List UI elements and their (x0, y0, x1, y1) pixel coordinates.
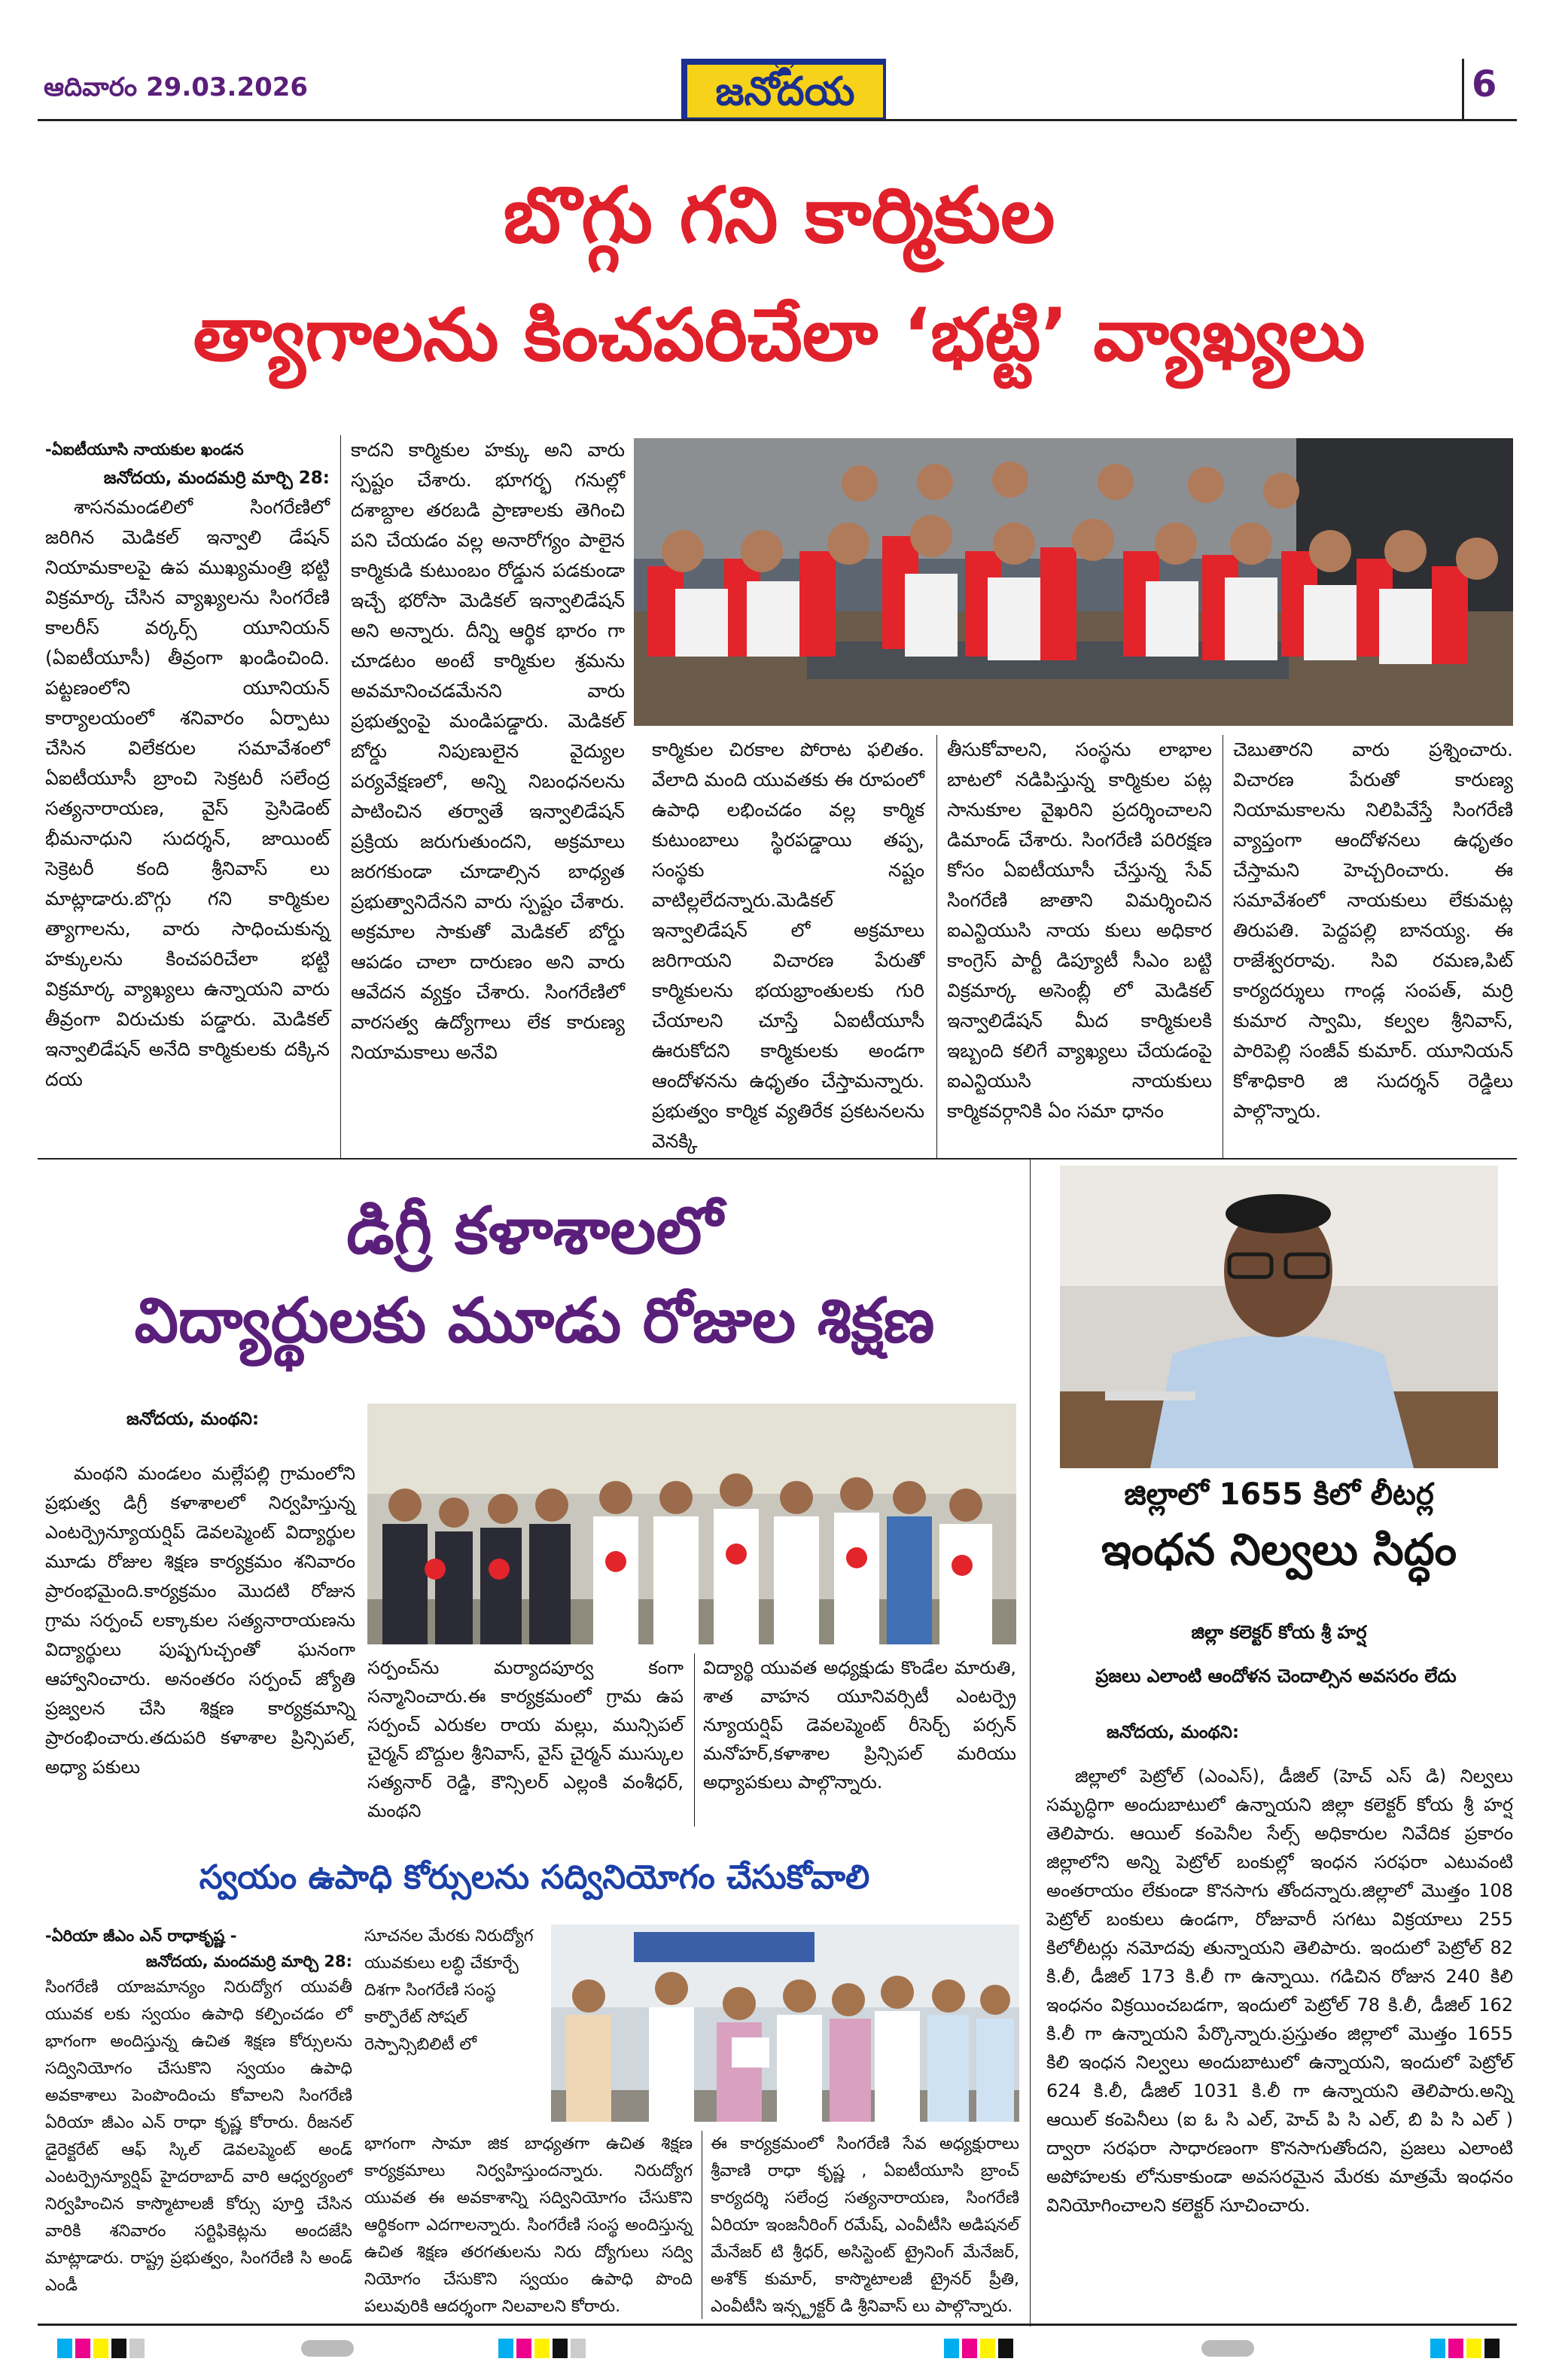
article4-dateline: జనోదయ, మందమర్రి మార్చి 28: (145, 1952, 352, 1970)
article1-headline-line1: బొగ్గు గని కార్మికుల (503, 171, 1055, 261)
article3-headline: ఇంధన నిల్వలు సిద్ధం (1101, 1524, 1457, 1575)
footer-rule (38, 2324, 1517, 2326)
article4-column-3 (711, 2131, 1019, 2321)
article1-col3-text: కార్మికుల చిరకాల పోరాట ఫలితం. వేలాది మంది యువతకు ఈ రూపంలో ఉపాధి లభించడం వల్ల కార్మిక కుటుంబాలు స్థిరపడ్డాయి తప్ప, సంస్థకు నష్టం వాటిల్లలేదన్నారు.మెడికల్ ఇన్వాలిడేషన్ లో అక్రమాలు జరిగాయని విచారణ పేరుతో కార్మికులను భయభ్రాంతులకు గురి చేయాలని చూస్తే ఏఐటీయూసీ ఊరుకోదని కార్మికులకు అండగా ఆందోళనను ఉధృతం చేస్తామన్నారు. ప్రభుత్వం కార్మిక వ్యతిరేక ప్రకటనలను వెనక్కి (652, 739, 924, 1152)
article1-column-2 (351, 435, 625, 1068)
article1-col-divider-3 (936, 735, 937, 1158)
masthead-title: జనోదయ (715, 69, 855, 114)
article2-dateline: జనోదయ, మంథని: (126, 1409, 260, 1429)
header-date: ఆదివారం 29.03.2026 (44, 72, 309, 102)
masthead-logo (681, 59, 886, 120)
article2-headline-line2: విద్యార్థులకు మూడు రోజుల శిక్షణ (134, 1285, 935, 1357)
article1-col-divider-1 (340, 435, 341, 1158)
article3-sub2: ప్రజలు ఎలాంటి ఆందోళన చెందాల్సిన అవసరం లేదు (1095, 1665, 1457, 1687)
article1-column-5 (1233, 735, 1513, 1126)
article2-col-divider (694, 1653, 695, 1827)
article4-col3-text: ఈ కార్యక్రమంలో సింగరేణి సేవ అధ్యక్షురాలు శ్రీవాణి రాధా కృష్ణ , ఏఐటీయూసి బ్రాంచ్ కార్యదర్శి సలేంద్ర సత్యనారాయణ, సింగరేణి ఏరియా ఇంజనీరింగ్ రమేష్, ఎంవీటీసి అడిషనల్ మేనేజర్ టి శ్రీధర్, అసిస్టెంట్ ట్రైనింగ్ మేనేజర్, అశోక్ కుమార్, కాస్మొటాలజీ ట్రైనర్ ప్రీతి, ఎంవీటీసి ఇన్స్ట్రక్టర్ డి శ్రీనివాస్ లు పాల్గొన్నారు. (711, 2135, 1019, 2316)
page-number: 6 (1472, 63, 1497, 105)
section-rule-1 (38, 1158, 1517, 1160)
article1-col4-text: తీసుకోవాలని, సంస్థను లాభాల బాటలో నడిపిస్తున్న కార్మికుల పట్ల సానుకూల వైఖరిని ప్రదర్శించాలని డిమాండ్ చేశారు. సింగరేణి పరిరక్షణ కోసం ఏఐటీయూసీ చేస్తున్న సేవ్ సింగరేణి జాతాని విమర్శించిన ఐఎన్టియుసి నాయ కులు అధికార కాంగ్రెస్ పార్టీ డిప్యూటీ సీఎం బట్టి విక్రమార్క అసెంబ్లీ లో మెడికల్ ఇన్వాలిడేషన్ మీద కార్మికులకి ఇబ్బంది కలిగే వ్యాఖ్యలు చేయడంపై ఐఎన్టియుసి నాయకులు కార్మికవర్గానికి ఏం సమా ధానం (947, 739, 1212, 1122)
right-column-divider (1030, 1160, 1031, 2327)
article4-kicker: -ఏరియా జీఎం ఎన్ రాధాకృష్ణ - (45, 1927, 237, 1945)
article3-body-text: జిల్లాలో పెట్రోల్ (ఎంఎస్), డీజిల్ (హెచ్ ఎస్ డి) నిల్వలు సమృద్ధిగా అందుబాటులో ఉన్నాయని జిల్లా కలెక్టర్ కోయ శ్రీ హర్ష తెలిపారు. ఆయిల్ కంపెనీల సేల్స్ అధికారుల నివేదిక ప్రకారం జిల్లాలోని అన్ని పెట్రోల్ బంకుల్లో ఇంధన సరఫరా ఎటువంటి అంతరాయం లేకుండా కొనసాగు తోందన్నారు.జిల్లాలో మొత్తం 108 పెట్రోల్ బంకులు ఉండగా, రోజువారీ సగటు విక్రయాలు 255 కిలోలీటర్లు నమోదవు తున్నాయని తెలిపారు. ఇందులో పెట్రోల్ 82 కి.లీ, డీజిల్ 173 కి.లీ గా ఉన్నాయి. గడిచిన రోజున 240 కిలి ఇంధనం విక్రయించబడగా, ఇందులో పెట్రోల్ 78 కి.లీ, డీజిల్ 162 కి.లీ గా ఉన్నాయని పేర్కొన్నారు.ప్రస్తుతం జిల్లాలో మొత్తం 1655 కిలి ఇంధన నిల్వలు అందుబాటులో ఉన్నాయని, ఇందులో పెట్రోల్ 624 కి.లీ, డీజిల్ 1031 కి.లీ గా ఉన్నాయని తెలిపారు.అన్ని ఆయిల్ కంపెనీలు (ఐ ఓ సి ఎల్, హెచ్ పి సి ఎల్, బి పి సి ఎల్ ) ద్వారా సరఫరా సాధారణంగా కొనసాగుతోందని, ప్రజలు ఎలాంటి అపోహలకు లోనుకాకుండా అవసరమైన మేరకు మాత్రమే ఇంధనం వినియోగించాలని కలెక్టర్ సూచించారు. (1046, 1766, 1513, 2216)
article2-col2-text: సర్పంచ్‌ను మర్యాదపూర్వ కంగా సన్మానించారు.ఈ కార్యక్రమంలో గ్రామ ఉప సర్పంచ్ ఎరుకల రాయ మల్లు, మున్సిపల్ చైర్మన్ బొద్దుల శ్రీనివాస్, వైస్ చైర్మన్ ముస్కుల సత్యనార్ రెడ్డి, కౌన్సిలర్ ఎల్లంకి వంశీధర్, మంథని (367, 1657, 684, 1821)
article4-col2a-text: సూచనల మేరకు నిరుద్యోగ యువకులు లబ్ధి చేకూర్చే దిశగా సింగరేణి సంస్థ కార్పొరేట్ సోషల్ రెస్పాన్సిబిలిటీ లో (364, 1927, 534, 2054)
union-leaders-press-meet-photo (634, 438, 1513, 726)
article4-headline: స్వయం ఉపాధి కోర్సులను సద్వినియోగం చేసుకోవాలి (199, 1858, 870, 1897)
article3-dateline: జనోదయ, మంథని: (1107, 1723, 1240, 1742)
article4-column-2a (364, 1923, 545, 2059)
article3-body (1046, 1762, 1513, 2220)
article3-kicker: జిల్లాలో 1655 కిలో లీటర్ల (1124, 1477, 1434, 1512)
article2-col1-text: మంథని మండలం మల్లేపల్లి గ్రామంలోని ప్రభుత్వ డిగ్రీ కళాశాలలో నిర్వహిస్తున్న ఎంటర్ప్రెన్యూయర్షిప్ డెవలప్మెంట్ విద్యార్థుల మూడు రోజుల శిక్షణ కార్యక్రమం శనివారం ప్రారంభమైంది.కార్యక్రమం మొదటి రోజున గ్రామ సర్పంచ్ లక్కాకుల సత్యనారాయణను విద్యార్థులు పుష్పగుచ్చంతో ఘనంగా ఆహ్వానించారు. అనంతరం సర్పంచ్ జ్యోతి ప్రజ్వలన చేసి శిక్షణ కార్యక్రమాన్ని ప్రారంభించారు.తదుపరి కళాశాల ప్రిన్సిపల్, అధ్యా పకులు (45, 1463, 355, 1778)
article1-col2-text: కాదని కార్మికుల హక్కు అని వారు స్పష్టం చేశారు. భూగర్భ గనుల్లో దశాబ్దాల తరబడి ప్రాణాలకు తెగించి పని చేయడం వల్ల అనారోగ్యం పాలైన కార్మికుడి కుటుంబం రోడ్డున పడకుండా ఇచ్చే భరోసా మెడికల్ ఇన్వాలిడేషన్ అని అన్నారు. దీన్ని ఆర్థిక భారం గా చూడటం అంటే కార్మికుల శ్రమను అవమానించడమేనని వారు ప్రభుత్వంపై మండిపడ్డారు. మెడికల్ బోర్డు నిపుణులైన వైద్యుల పర్యవేక్షణలో, అన్ని నిబంధనలను పాటించిన తర్వాతే ఇన్వాలిడేషన్ ప్రక్రియ జరుగుతుందని, అక్రమాలు జరగకుండా చూడాల్సిన బాధ్యత ప్రభుత్వానిదేనని వారు స్పష్టం చేశారు. అక్రమాల సాకుతో మెడికల్ బోర్డు ఆపడం చాలా దారుణం అని వారు ఆవేదన వ్యక్తం చేశారు. సింగరేణిలో వారసత్వ ఉద్యోగాలు లేక కారుణ్య నియామకాలు అనేవి (351, 439, 625, 1063)
article1-column-1 (45, 435, 330, 1095)
article1-dateline: జనోదయ, మందమర్రి మార్చి 28: (103, 468, 330, 488)
article4-col2b-text: భాగంగా సామా జిక బాధ్యతగా ఉచిత శిక్షణ కార్యక్రమాలు నిర్వహిస్తుందన్నారు. నిరుద్యోగ యువత ఈ అవకాశాన్ని సద్వినియోగం చేసుకొని ఆర్థికంగా ఎదగాలన్నారు. సింగరేణి సంస్థ అందిస్తున్న ఉచిత శిక్షణ తరగతులను నిరు ద్యోగులు సద్వి నియోగం చేసుకొని స్వయం ఉపాధి పొంది పలువురికి ఆదర్శంగా నిలవాలని కోరారు. (364, 2135, 693, 2316)
collector-portrait-photo (1060, 1166, 1498, 1468)
header-rule (38, 119, 1517, 121)
article3-sub1: జిల్లా కలెక్టర్ కోయ శ్రీ హర్ష (1191, 1622, 1367, 1643)
article2-headline-line1: డిగ్రీ కళాశాలలో (346, 1193, 723, 1269)
article4-column-1 (45, 1923, 352, 2299)
article1-col1-text: శాసనమండలిలో సింగరేణిలో జరిగిన మెడికల్ ఇన్వాలి డేషన్ నియామకాలపై ఉప ముఖ్యమంత్రి భట్టి విక్రమార్క చేసిన వ్యాఖ్యలను సింగరేణి కాలరీస్ వర్కర్స్ యూనియన్ (ఏఐటీయూసీ) తీవ్రంగా ఖండించింది. పట్టణంలోని యూనియన్ కార్యాలయంలో శనివారం ఏర్పాటు చేసిన విలేకరుల సమావేశంలో ఏఐటీయూసీ బ్రాంచి సెక్రటరీ సలేంద్ర సత్యనారాయణ, వైస్ ప్రెసిడెంట్ భీమనాధుని సుదర్శన్, జాయింట్ సెక్రెటరీ కంది శ్రీనివాస్ లు మాట్లాడారు.బొగ్గు గని కార్మికుల త్యాగాలను, వారు సాధించుకున్న హక్కులను కించపరిచేలా భట్టి విక్రమార్క వ్యాఖ్యలు ఉన్నాయని వారు తీవ్రంగా విరుచుకు పడ్డారు. మెడికల్ ఇన్వాలిడేషన్ అనేది కార్మికులకు దక్కిన దయ (45, 496, 330, 1090)
article1-headline-line2: త్యాగాలను కించపరిచేలా ‘భట్టి’ వ్యాఖ్యలు (193, 293, 1366, 377)
degree-college-group-photo (367, 1403, 1016, 1644)
article1-column-3 (652, 735, 924, 1156)
color-registration-strip (0, 2339, 1556, 2369)
article2-column-1 (45, 1459, 355, 1782)
header-divider-vertical (1462, 59, 1464, 119)
article2-col3-text: విద్యార్థి యువత అధ్యక్షుడు కొండేల మారుతి, శాత వాహన యూనివర్సిటీ ఎంటర్ప్రె న్యూయర్షిప్ డెవలప్మెంట్ రీసెర్చ్ పర్సన్ మనోహర్,కళాశాల ప్రిన్సిపల్ మరియు అధ్యాపకులు పాల్గొన్నారు. (703, 1657, 1016, 1793)
article2-column-3 (703, 1653, 1016, 1796)
article1-kicker: -ఏఐటీయూసి నాయకుల ఖండన (45, 440, 244, 459)
certificate-distribution-photo (551, 1924, 1019, 2122)
article4-col1-text: సింగరేణి యాజమాన్యం నిరుద్యోగ యువతీ యువక లకు స్వయం ఉపాధి కల్పించడం లో భాగంగా అందిస్తున్న ఉచిత శిక్షణ కోర్సులను సద్వినియోగం చేసుకొని స్వయం ఉపాధి అవకాశాలు పెంపొందించు కోవాలని సింగరేణి ఏరియా జీఎం ఎన్ రాధా కృష్ణ కోరారు. రీజనల్ డైరెక్టరేట్ ఆఫ్ స్కిల్ డెవలప్మెంట్ అండ్ ఎంటర్ప్రెన్యూర్షిప్ హైదరాబాద్ వారి ఆధ్వర్యంలో నిర్వహించిన కాస్మొటాలజీ కోర్సు పూర్తి చేసిన వారికి శనివారం సర్టిఫికెట్లను అందజేసి మాట్లాడారు. రాష్ట్ర ప్రభుత్వం, సింగరేణి సి అండ్ ఎండీ (45, 1978, 352, 2295)
article4-column-2b (364, 2131, 693, 2321)
article1-col5-text: చెబుతారని వారు ప్రశ్నించారు. విచారణ పేరుతో కారుణ్య నియామకాలను నిలిపివేస్తే సింగరేణి వ్యాప్తంగా ఆందోళనలు ఉధృతం చేస్తామని హెచ్చరించారు. ఈ సమావేశంలో నాయకులు లేకుమట్ల తిరుపతి. పెద్దపల్లి బానయ్య. ఈ రాజేశ్వరరావు. సివి రమణ,పిట్ కార్యదర్శులు గాండ్ల సంపత్, మర్రి కుమార స్వామి, కల్వల శ్రీనివాస్, పారిపెల్లి సంజీవ్ కుమార్. యూనియన్ కోశాధికారి జి సుదర్శన్ రెడ్డిలు పాల్గొన్నారు. (1233, 739, 1513, 1122)
article1-column-4 (947, 735, 1212, 1126)
article2-column-2 (367, 1653, 684, 1825)
